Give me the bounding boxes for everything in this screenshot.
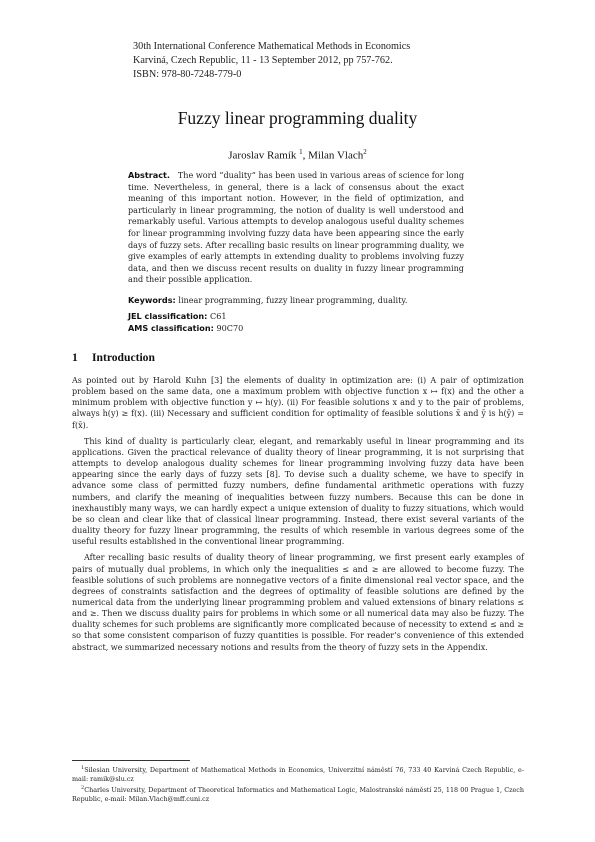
author-2: Milan Vlach	[308, 149, 364, 162]
abstract-block	[128, 170, 464, 286]
section-heading	[72, 351, 155, 364]
footnote-2-text: Charles University, Department of Theoretical Informatics and Mathematical Logic, Malostranské náměstí 25, 118 00 Prague 1, Czech Republic, e-mail: Milan.Vlach@mff.cuni.cz	[72, 786, 524, 804]
author-line	[0, 148, 595, 162]
footnote-1-mark: 1	[81, 765, 85, 771]
footnote-2-mark: 2	[81, 785, 85, 792]
keywords-text: linear programming, fuzzy linear programming, duality.	[178, 295, 408, 305]
keywords-line	[128, 295, 468, 307]
paper-title: Fuzzy linear programming duality	[177, 108, 418, 128]
footnote-1	[72, 764, 524, 783]
ams-line	[128, 323, 468, 335]
section-title: Introduction	[92, 351, 155, 364]
header-line-2: Karviná, Czech Republic, 11 - 13 September 2012, pp 757-762.	[133, 55, 393, 66]
ams-code: 90C70	[216, 323, 244, 333]
header-line-1: 30th International Conference Mathematical Methods in Economics	[133, 41, 411, 52]
footnote-1-text: Silesian University, Department of Mathematical Methods in Economics, Univerzitní náměstí 76, 733 40 Karviná Czech Republic, e-mail: ramik@slu.cz	[72, 766, 524, 783]
author-separator: ,	[302, 149, 309, 162]
footnote-2	[72, 784, 524, 803]
abstract-label: Abstract.	[128, 170, 170, 180]
footnotes	[72, 764, 524, 805]
body-text	[72, 375, 524, 658]
author-2-footnote-mark: 2	[363, 148, 367, 156]
footnote-divider	[72, 760, 190, 761]
jel-code: C61	[210, 311, 227, 321]
ams-label: AMS classification:	[128, 323, 214, 333]
author-1-footnote-mark: 1	[299, 148, 303, 156]
author-1: Jaroslav Ramík	[228, 149, 297, 162]
conference-header	[133, 40, 493, 82]
keywords-label: Keywords:	[128, 295, 176, 305]
jel-line	[128, 311, 468, 323]
abstract-text: The word ”duality” has been used in various areas of science for long time. Nevertheless, in general, there is a lack of consensus about the exact meaning of this important notion. However, in the field of optimization, and particularly in linear programming, the notion of duality is well understood and remarkably useful. Various attempts to develop analogous useful duality schemes for linear programming involving fuzzy data have been appearing since the early days of fuzzy sets. After recalling basic results on linear programming duality, we give examples of early attempts in extending duality to problems involving fuzzy data, and then we discuss recent results on duality in fuzzy linear programming and their possible application.	[128, 170, 464, 285]
jel-label: JEL classification:	[128, 311, 208, 321]
section-number: 1	[72, 351, 78, 364]
paragraph-2: This kind of duality is particularly clear, elegant, and remarkably useful in linear programming and its applications. Given the practical relevance of duality theory of linear programming, it is not surprising that attempts to develop analogous duality schemes for linear programming involving fuzzy data have been appearing since the early days of fuzzy sets [8]. To devise such a duality scheme, we have to specify in advance some class of permitted fuzzy numbers, define fundamental arithmetic operations with fuzzy numbers, and clarify the meaning of inequalities between fuzzy numbers. Because this can be done in inexhaustibly many ways, we can hardly expect a unique extension of duality to fuzzy situations, which would be so clean and clear like that of classical linear programming. Instead, there exist several variants of the duality theory for fuzzy linear programming, the results of which resemble in various degrees some of the useful results established in the conventional linear programming.	[72, 436, 524, 547]
paragraph-1: As pointed out by Harold Kuhn [3] the elements of duality in optimization are: (i) A pair of optimization problem based on the same data, one a maximum problem with objective function x ↦ f(x) and the other a minimum problem with objective function y ↦ h(y). (ii) For feasible solutions x and y to the pair of problems, always h(y) ≥ f(x). (iii) Necessary and sufficient condition for optimality of feasible solutions x̄ and ȳ is h(ȳ) = f(x̄).	[72, 376, 524, 430]
paragraph-3: After recalling basic results of duality theory of linear programming, we first present early examples of pairs of mutually dual problems, in which only the inequalities ≤ and ≥ are allowed to become fuzzy. The feasible solutions of such problems are nonnegative vectors of a finite dimensional real vector space, and the degrees of constraints satisfaction and the degrees of optimality of feasible solutions are defined by the numerical data from the underlying linear programming problem and valued extensions of binary relations ≤ and ≥. Then we discuss duality pairs for problems in which some or all numerical data may also be fuzzy. The duality schemes for such problems are significantly more complicated because of necessity to extend ≤ and ≥ so that some consistent comparison of fuzzy quantities is possible. For reader’s convenience of this extended abstract, we summarized necessary notions and results from the theory of fuzzy sets in the Appendix.	[72, 553, 524, 652]
header-line-3: ISBN: 978-80-7248-779-0	[133, 69, 242, 80]
